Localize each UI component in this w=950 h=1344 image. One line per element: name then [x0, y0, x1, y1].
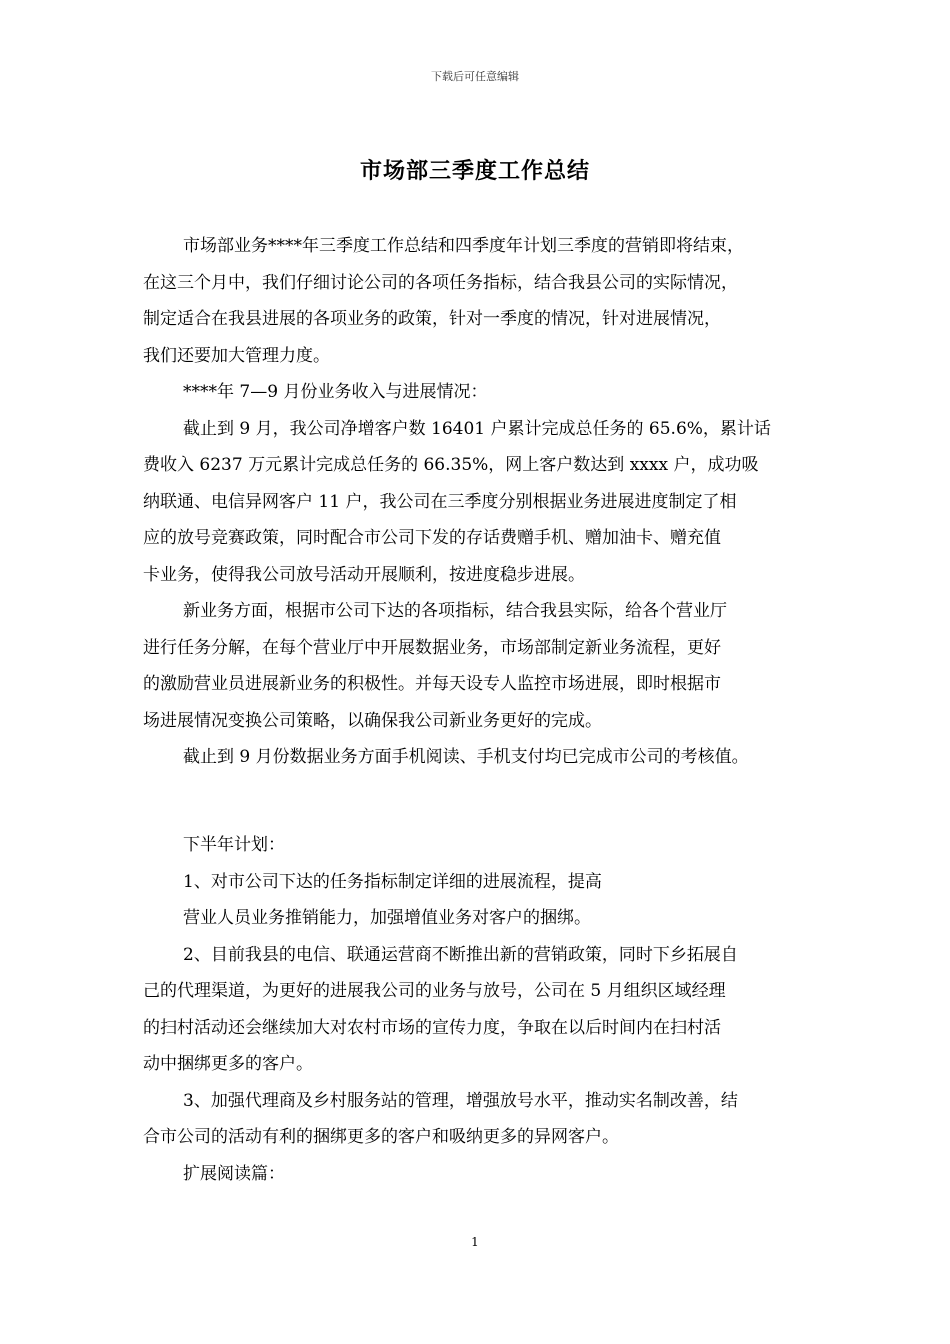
paragraph-line: 扩展阅读篇：: [183, 1163, 285, 1184]
paragraph-new-business: [143, 593, 810, 739]
paragraph-intro: [143, 228, 810, 374]
paragraph-plan-item-1-continued: [143, 900, 810, 937]
paragraph-plan-item-2: [143, 937, 810, 1083]
paragraph-line: 合市公司的活动有利的捆绑更多的客户和吸纳更多的异网客户。: [143, 1127, 619, 1147]
paragraph-plan-item-3: [143, 1083, 810, 1156]
paragraph-line: 制定适合在我县进展的各项业务的政策，针对一季度的情况，针对进展情况，: [143, 309, 721, 329]
paragraph-line: 截止到 9 月，我公司净增客户数 16401 户累计完成总任务的 65.6%，累计话: [183, 418, 771, 439]
paragraph-line: 己的代理渠道，为更好的进展我公司的业务与放号，公司在 5 月组织区域经理: [143, 981, 726, 1001]
paragraph-line: ****年 7—9 月份业务收入与进展情况：: [183, 382, 488, 402]
paragraph-line: 费收入 6237 万元累计完成总任务的 66.35%，网上客户数达到 xxxx 户，成功吸: [143, 455, 759, 475]
paragraph-line: 卡业务，使得我公司放号活动开展顺利，按进度稳步进展。: [143, 564, 585, 585]
page-number: 1: [471, 1235, 479, 1249]
paragraph-line: 在这三个月中，我们仔细讨论公司的各项任务指标，结合我县公司的实际情况，: [143, 272, 738, 293]
paragraph-line: 新业务方面，根据市公司下达的各项指标，结合我县实际，给各个营业厅: [183, 601, 727, 621]
paragraph-line: 我们还要加大管理力度。: [143, 345, 330, 366]
paragraph-data-business: [143, 739, 810, 776]
document-body-upper: [143, 228, 810, 776]
paragraph-line: 营业人员业务推销能力，加强增值业务对客户的捆绑。: [183, 908, 591, 928]
paragraph-line: 的激励营业员进展新业务的积极性。并每天设专人监控市场进展，即时根据市: [143, 674, 721, 694]
paragraph-extended-reading: [143, 1156, 810, 1193]
paragraph-line: 2、目前我县的电信、联通运营商不断推出新的营销政策，同时下乡拓展自: [183, 944, 738, 965]
paragraph-line: 1、对市公司下达的任务指标制定详细的进展流程，提高: [183, 871, 602, 892]
paragraph-section-heading: [143, 374, 810, 411]
paragraph-line: 动中捆绑更多的客户。: [143, 1054, 313, 1074]
paragraph-plan-heading: [143, 827, 810, 864]
paragraph-line: 3、加强代理商及乡村服务站的管理，增强放号水平，推动实名制改善，结: [183, 1090, 738, 1111]
paragraph-plan-item-1: [143, 864, 810, 901]
paragraph-line: 场进展情况变换公司策略，以确保我公司新业务更好的完成。: [143, 710, 602, 731]
paragraph-line: 的扫村活动还会继续加大对农村市场的宣传力度，争取在以后时间内在扫村活: [143, 1017, 721, 1038]
paragraph-line: 应的放号竞赛政策，同时配合市公司下发的存话费赠手机、赠加油卡、赠充值: [143, 528, 721, 548]
document-body-lower: [143, 827, 810, 1192]
paragraph-performance: [143, 411, 810, 594]
paragraph-line: 进行任务分解，在每个营业厅中开展数据业务，市场部制定新业务流程，更好: [143, 637, 721, 658]
paragraph-line: 市场部业务****年三季度工作总结和四季度年计划三季度的营销即将结束，: [183, 236, 744, 256]
paragraph-line: 下半年计划：: [183, 835, 285, 855]
paragraph-line: 截止到 9 月份数据业务方面手机阅读、手机支付均已完成市公司的考核值。: [183, 747, 749, 767]
document-title: 市场部三季度工作总结: [359, 158, 590, 184]
header-note: 下载后可任意编辑: [431, 70, 519, 83]
paragraph-line: 纳联通、电信异网客户 11 户，我公司在三季度分别根据业务进展进度制定了相: [143, 491, 737, 512]
